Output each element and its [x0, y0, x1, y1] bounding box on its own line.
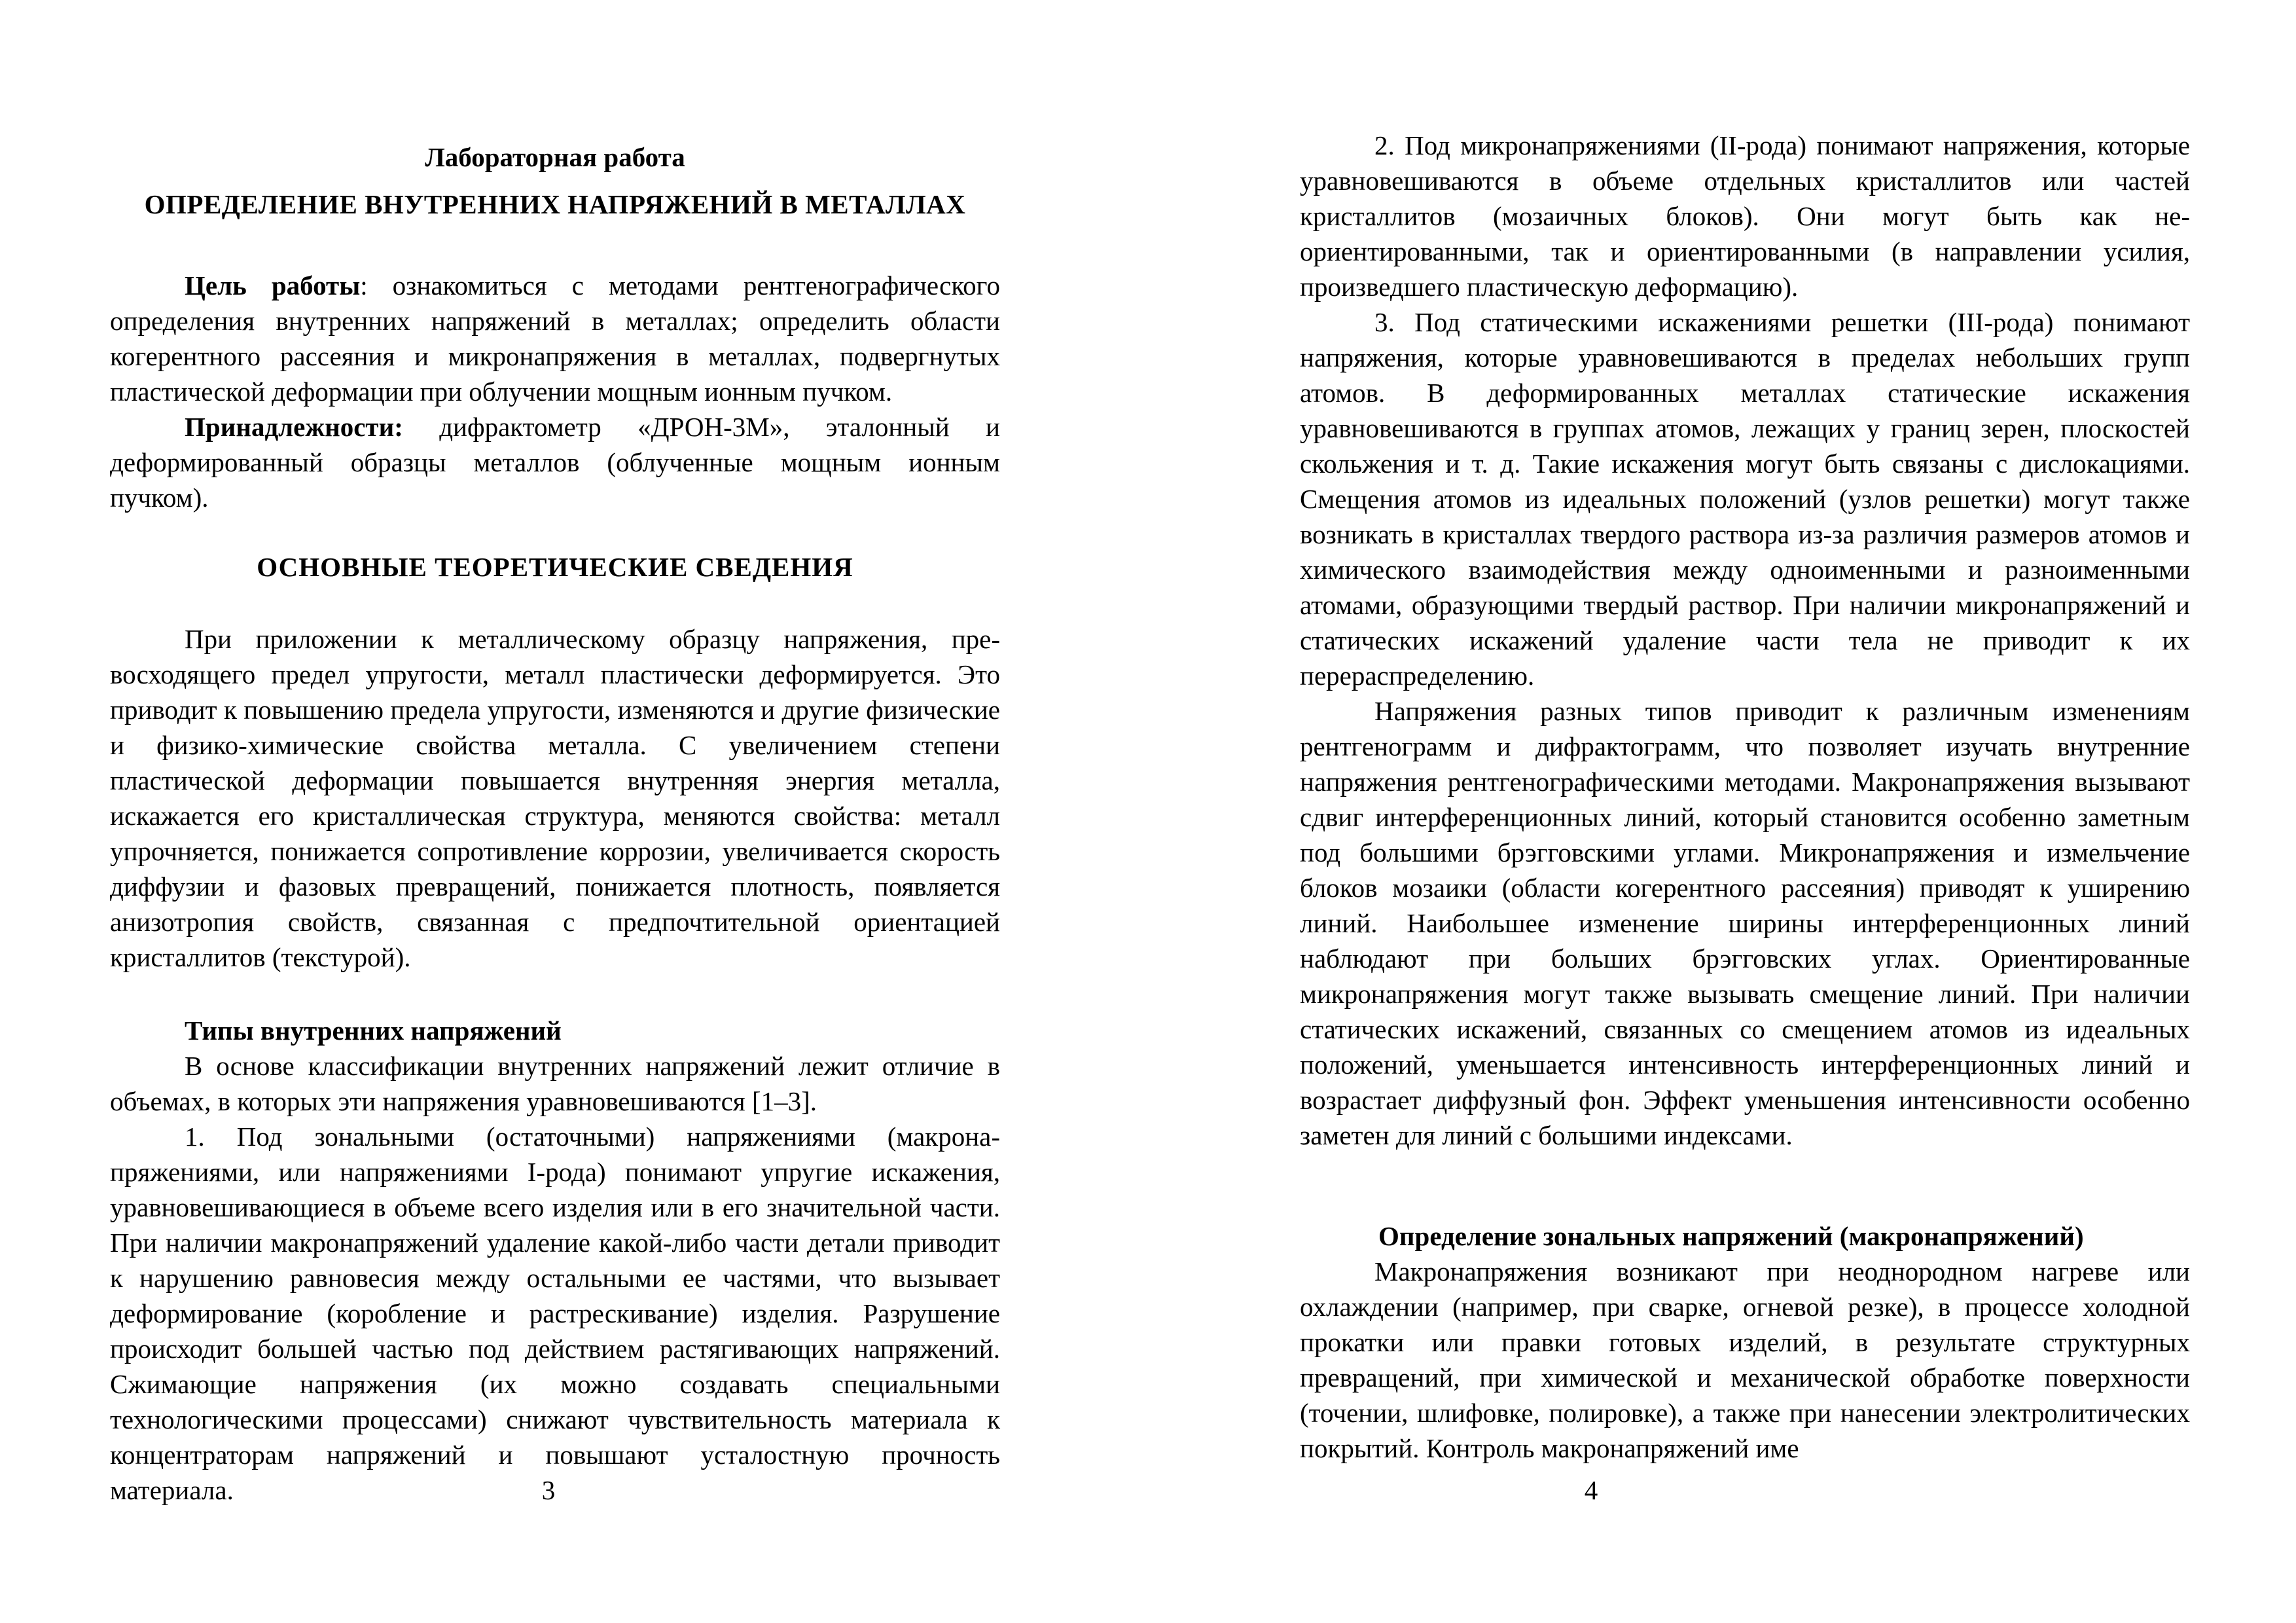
type1-paragraph: 1. Под зональными (остаточными) напряжениями (макронапряжениями, или напряжениями I-рода) понимают упругие искажения, уравновешивающиеся в объеме всего изделия или в его значительной части. При наличии макронапряжений удаление какой-либо части детали приводит к нарушению равновесия между остальными ее частями, что вызывает деформирование (коробление и растрескивание) изделия. Разрушение происходит большей частью под действием растягивающих напряжений. Сжимающие напряжения (их можно создавать специальными технологическими процессами) снижают чувствительность материала к концентраторам напряжений и повышают усталостную прочность материала. [110, 1122, 1000, 1505]
types-intro-paragraph: В основе классификации внутренних напряжений лежит отличие в объемах, в которых эти напряжения уравновешиваются [1–3]. [110, 1051, 1000, 1116]
purpose-text: : ознакомиться с методами рентгенографического определения внутренних напряжений в металлах; определить области когерентного рассеяния и микронапряжения в металлах, подвергнутых пластической деформации при облучении мощным ионным пучком. [110, 270, 1000, 407]
subheading-zonal-stress: Определение зональных напряжений (макронапряжений) [1378, 1221, 2084, 1251]
section-title-theory: ОСНОВНЫЕ ТЕОРЕТИЧЕСКИЕ СВЕДЕНИЯ [257, 552, 853, 582]
right-page-content [1300, 128, 2190, 1466]
xray-paragraph: Напряжения разных типов приводит к различным изменениям рентгенограмм и дифрактограмм, что позволяет изучать внутренние напряжения рентгенографическими методами. Макронапряжения вызывают сдвиг интерференционных линий, который становится особенно заметным под большими брэгговскими углами. Микронапряжения и измельчение блоков мозаики (области когерентного рассеяния) приводят к уширению линий. Наибольшее изменение ширины интерференционных линий наблюдают при больших брэгговских углах. Ориентированные микронапряжения могут также вызывать смещение линий. При наличии статических искажений, связанных со смещением атомов из идеальных положений, уменьшается интенсивность интерференционных линий и возрастает диффузный фон. Эффект уменьшения интенсивности особенно заметен для линий с большими индексами. [1300, 696, 2190, 1150]
lab-work-title: ОПРЕДЕЛЕНИЕ ВНУТРЕННИХ НАПРЯЖЕНИЙ В МЕТАЛЛАХ [144, 189, 966, 219]
equipment-text: дифрактометр «ДРОН-3М», эталонный и деформированный образцы металлов (облученные мощным ионным пучком). [110, 412, 1000, 513]
left-page-content [110, 128, 1000, 1508]
purpose-paragraph [110, 268, 1000, 409]
right-page [1148, 0, 2296, 1623]
type3-paragraph: 3. Под статическими искажениями решетки (III-рода) понимают напряжения, которые уравновешиваются в пределах небольших групп атомов. В деформированных металлах статические искажения уравновешиваются в группах атомов, лежащих у границ зерен, плоскостей скольжения и т. д. Такие искажения могут быть связаны с дислокациями. Смещения атомов из идеальных положений (узлов решетки) могут также возникать в кристаллах твердого раствора из-за различия размеров атомов и химического взаимодействия между одноименными и разноименными атомами, образующими твердый раствор. При наличии микронапряжений и статических искажений удаление части тела не приводит к их перераспределению. [1300, 307, 2190, 691]
equipment-label: Принадлежности: [185, 412, 403, 442]
subheading-stress-types: Типы внутренних напряжений [185, 1015, 562, 1046]
zonal-paragraph: Макронапряжения возникают при неоднородном нагреве или охлаждении (например, при сварке, огневой резке), в процессе холодной прокатки или правки готовых изделий, в результате структурных превращений, при химической и механической обработке поверхности (точении, шлифовке, полировке), а также при нанесении электролитических покрытий. Контроль макронапряжений име [1300, 1256, 2190, 1463]
page-number-left: 3 [541, 1475, 556, 1505]
lab-work-label: Лабораторная работа [425, 142, 685, 172]
type2-paragraph: 2. Под микронапряжениями (II-рода) понимают напряжения, которые уравновешиваются в объеме отдельных кристаллитов или частей кристаллитов (мозаичных блоков). Они могут быть как неориентированными, так и ориентированными (в направлении усилия, произведшего пластическую деформацию). [1300, 130, 2190, 302]
equipment-paragraph [110, 409, 1000, 515]
purpose-label: Цель работы [185, 270, 361, 301]
page-number-right: 4 [1584, 1475, 1598, 1505]
theory-paragraph: При приложении к металлическому образцу напряжения, превосходящего предел упругости, металл пластически деформируется. Это приводит к повышению предела упругости, изменяются и другие физические и физико-химические свойства металла. С увеличением степени пластической деформации повышается внутренняя энергия металла, искажается его кристаллическая структура, меняются свойства: металл упрочняется, понижается сопротивление коррозии, увеличивается скорость диффузии и фазовых превращений, понижается плотность, появляется анизотропия свойств, связанная с предпочтительной ориентацией кристаллитов (текстурой). [110, 624, 1000, 972]
